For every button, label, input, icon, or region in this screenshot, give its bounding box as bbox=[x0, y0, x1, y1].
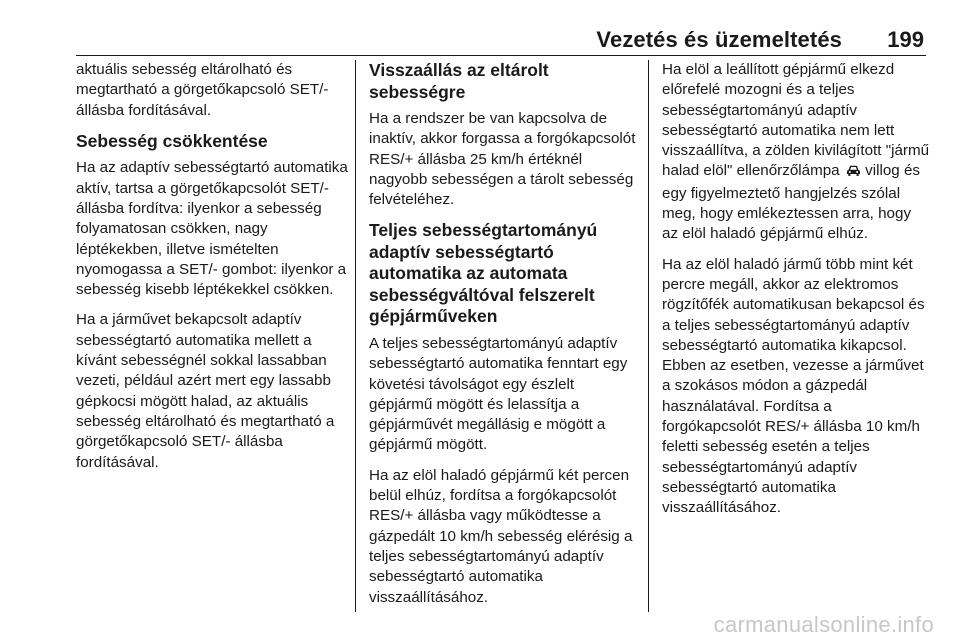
column-2-para-3: Ha az elöl haladó gépjármű két percen belül elhúz, fordítsa a forgókapcsolót RES/+ állásba vagy működtesse a gázpedált 10 km/h sebesség elérésig a teljes sebességtartományú adaptív sebességtartó automatika visszaállításához. bbox=[369, 466, 633, 606]
page-number: 199 bbox=[887, 27, 924, 52]
page-header bbox=[0, 0, 960, 56]
column-2-para-1: Ha a rendszer be van kapcsolva de inaktív, akkor forgassa a forgókapcsolót RES/+ állásba 25 km/h értéknél nagyobb sebességen a tárolt sebesség felvételéhez. bbox=[369, 110, 636, 209]
heading-speed-decrease: Sebesség csökkentése bbox=[76, 130, 268, 151]
column-2 bbox=[369, 60, 639, 618]
column-1-intro: aktuális sebesség eltárolható és megtartható a görgetőkapcsoló SET/- állásba fordításával. bbox=[76, 61, 329, 119]
section-title: Vezetés és üzemeltetés bbox=[596, 27, 842, 52]
column-3-para-1 bbox=[662, 60, 930, 245]
heading-full-speed-range-acc: Teljes sebességtartományú adaptív sebességtartó automatika az automata sebességváltóval felszerelt gépjárműveken bbox=[369, 220, 598, 327]
header-divider bbox=[76, 55, 926, 56]
column-1-para-2: Ha a járművet bekapcsolt adaptív sebességtartó automatika mellett a kívánt sebességnél sokkal lassabban vezeti, például azért mert egy lassabb gépkocsi mögött halad, az aktuális sebesség eltárolható és megtartható a görgetőkapcsoló SET/- állásba fordításával. bbox=[76, 311, 335, 471]
heading-resume-speed: Visszaállás az eltárolt sebességre bbox=[369, 60, 549, 102]
column-3-para-1-end: villog és egy figyelmeztető hangjelzés szólal meg, hogy emlékeztessen arra, hogy az elöl haladó gépjármű elhúz. bbox=[662, 162, 920, 243]
column-3 bbox=[662, 60, 930, 529]
column-1 bbox=[76, 60, 352, 483]
column-divider-1 bbox=[355, 60, 356, 612]
column-3-para-2: Ha az elöl haladó jármű több mint két percre megáll, akkor az elektromos rögzítőfék automatikusan bekapcsol és a teljes sebességtartományú adaptív sebességtartó automatika kikapcsol. Ebben az esetben, vezesse a járművet a szokásos módon a gázpedál használatával. Fordítsa a forgókapcsolót RES/+ állásba 10 km/h feletti sebesség esetén a teljes sebességtartományú adaptív sebességtartó automatika visszaállításához. bbox=[662, 255, 925, 517]
watermark: carmanualsonline.info bbox=[713, 612, 934, 637]
column-divider-2 bbox=[648, 60, 649, 612]
column-3-para-1-start: Ha elöl a leállított gépjármű elkezd előrefelé mozogni és a teljes sebességtartományú adaptív sebességtartó automatika nem lett visszaállítva, a zölden kivilágított "jármű halad elöl" ellenőrzőlámpa bbox=[662, 61, 930, 180]
column-2-para-2: A teljes sebességtartományú adaptív sebességtartó automatika fenntart egy követési távolságot egy észlelt gépjármű mögött és lelassítja a gépjárművét megállásig e mögött a gépjármű mögött. bbox=[369, 334, 628, 454]
column-1-para-1: Ha az adaptív sebességtartó automatika aktív, tartsa a görgetőkapcsolót SET/- állásba fordítva: ilyenkor a sebesség folyamatosan csökken, nagy léptékekben, illetve ismételten nyomogassa a SET/- gombot: ilyenkor a sebesség kisebb léptékekkel csökken. bbox=[76, 159, 348, 299]
vehicle-ahead-icon bbox=[846, 163, 861, 183]
